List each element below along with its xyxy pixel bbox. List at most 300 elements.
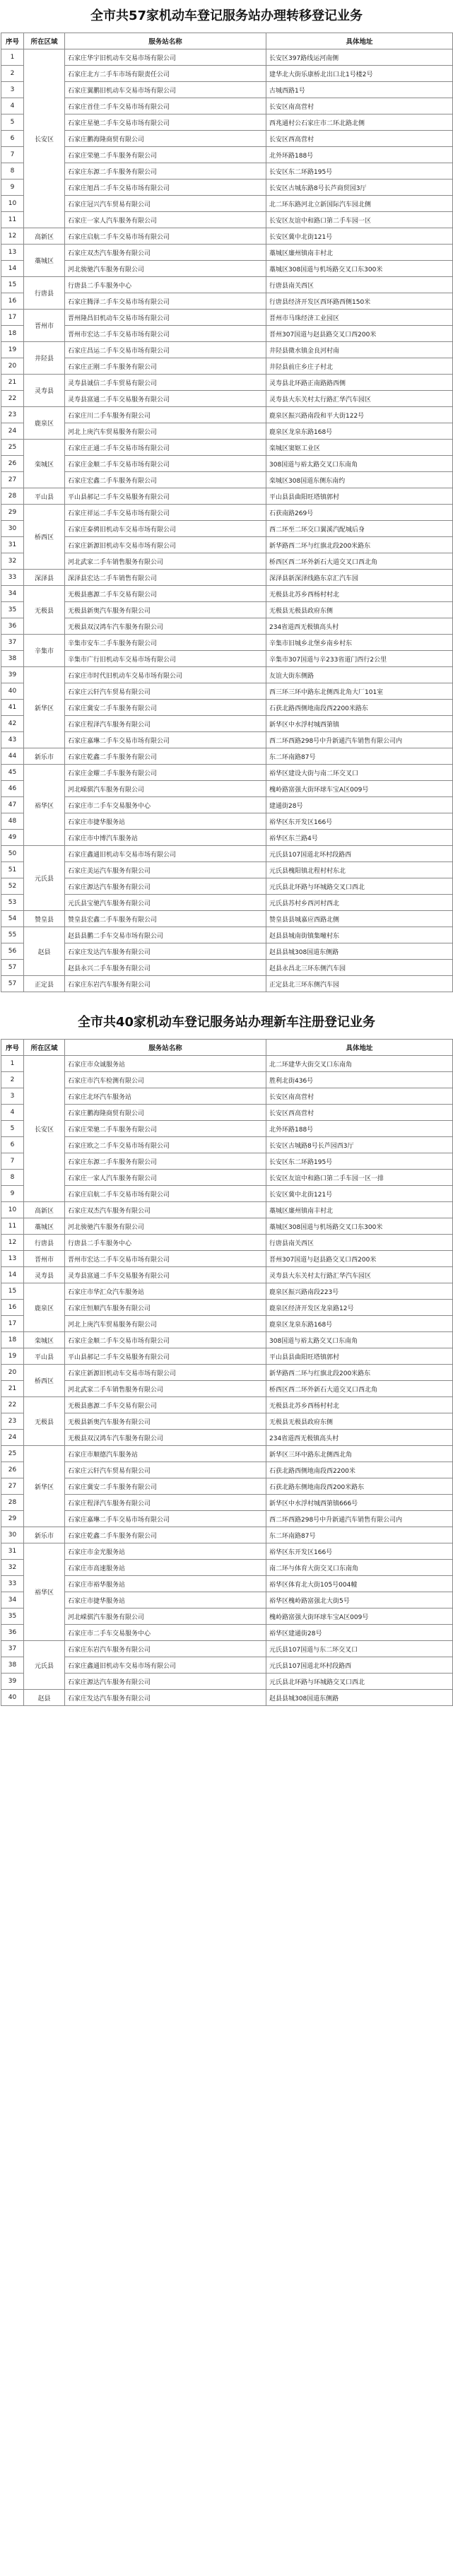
table-body	[1, 1056, 453, 1706]
row-number: 12	[1, 228, 24, 245]
table-row	[1, 1560, 453, 1576]
station-name-cell: 石家庄云轩汽车贸易有限公司	[65, 683, 266, 700]
district-cell: 高新区	[24, 1202, 65, 1218]
table-row	[1, 618, 453, 635]
station-name-cell: 石家庄鹏海隆商贸有限公司	[65, 131, 266, 147]
station-name-cell: 石家庄市二手车交易服务中心	[65, 797, 266, 813]
transfer-registration-table	[1, 33, 453, 992]
district-cell: 无极县	[24, 586, 65, 635]
station-name-cell: 石家庄一家人汽车服务有限公司	[65, 212, 266, 228]
station-name-cell: 石家庄市时代旧机动车交易市场有限公司	[65, 667, 266, 683]
district-cell: 新乐市	[24, 1527, 65, 1543]
table-row	[1, 1365, 453, 1381]
station-name-cell: 河北嵘骐汽车服务有限公司	[65, 1608, 266, 1625]
address-cell: 赵县县城南街镇集疃村东	[266, 927, 453, 943]
station-name-cell: 平山县郝记二手车交易服务有限公司	[65, 1348, 266, 1365]
row-number: 48	[1, 813, 24, 830]
district-cell: 藁城区	[24, 245, 65, 277]
address-cell: 长安区冀中北街121号	[266, 1186, 453, 1202]
district-cell: 灵寿县	[24, 375, 65, 407]
address-cell: 栾城区窦妪工业区	[266, 440, 453, 456]
station-name-cell: 石家庄东岩汽车服务有限公司	[65, 976, 266, 992]
station-name-cell: 石家庄乾鑫二手车服务有限公司	[65, 748, 266, 765]
table-row	[1, 895, 453, 911]
address-cell: 308国道与裕太路交叉口东南角	[266, 1332, 453, 1348]
row-number: 18	[1, 1332, 24, 1348]
address-cell: 建华北大街乐康桥北出口北1号楼2号	[266, 66, 453, 82]
row-number: 17	[1, 1316, 24, 1332]
row-number: 33	[1, 1576, 24, 1592]
row-number: 19	[1, 1348, 24, 1365]
row-number: 52	[1, 878, 24, 895]
station-name-cell: 石家庄源达汽车服务有限公司	[65, 878, 266, 895]
address-cell: 行唐县南关西区	[266, 1235, 453, 1251]
station-name-cell: 石家庄祥运二手车交易市场有限公司	[65, 505, 266, 521]
table-row	[1, 1592, 453, 1608]
station-name-cell: 石家庄嘉琳二手车交易市场有限公司	[65, 1511, 266, 1527]
station-name-cell: 石家庄新源旧机动车交易市场有限公司	[65, 1365, 266, 1381]
address-cell: 晋州307国道与赵县路交叉口西200米	[266, 326, 453, 342]
table-row	[1, 66, 453, 82]
address-cell: 裕华区槐岭路富强北大街5号	[266, 1592, 453, 1608]
row-number: 30	[1, 1527, 24, 1543]
address-cell: 长安区东二环路195号	[266, 163, 453, 180]
row-number: 28	[1, 488, 24, 505]
address-cell: 元氏县苏村乡西河村西北	[266, 895, 453, 911]
table-row	[1, 1381, 453, 1397]
table-row	[1, 1267, 453, 1283]
row-number: 6	[1, 131, 24, 147]
address-cell: 无极县无极县政府东侧	[266, 1413, 453, 1430]
row-number: 21	[1, 375, 24, 391]
row-number: 5	[1, 114, 24, 131]
station-name-cell: 石家庄程泽汽车服务有限公司	[65, 716, 266, 732]
row-number: 55	[1, 927, 24, 943]
district-cell: 赵县	[24, 1690, 65, 1706]
address-cell: 长安区西高营村	[266, 131, 453, 147]
address-cell: 西二环至二环交口翼溪汽配城后身	[266, 521, 453, 537]
address-cell: 无极县北苏乡西杨村村北	[266, 1397, 453, 1413]
row-number: 26	[1, 456, 24, 472]
row-number: 30	[1, 521, 24, 537]
row-number: 29	[1, 1511, 24, 1527]
address-cell: 长安区南高营村	[266, 98, 453, 114]
table-row	[1, 1348, 453, 1365]
row-number: 2	[1, 1072, 24, 1088]
district-cell: 新乐市	[24, 748, 65, 765]
row-number: 32	[1, 1560, 24, 1576]
address-cell: 槐岭路富强大街环球车宝A区009号	[266, 1608, 453, 1625]
table-row	[1, 1543, 453, 1560]
header-name: 服务站名称	[65, 33, 266, 49]
table-row	[1, 765, 453, 781]
station-name-cell: 河北上庚汽车贸易服务有限公司	[65, 423, 266, 440]
address-cell: 栾城区308国道东侧东南约	[266, 472, 453, 488]
table-row	[1, 1576, 453, 1592]
station-name-cell: 石家庄荣驰二手车服务有限公司	[65, 147, 266, 163]
station-name-cell: 平山县郝记二手车交易服务有限公司	[65, 488, 266, 505]
row-number: 51	[1, 862, 24, 878]
row-number: 1	[1, 1056, 24, 1072]
table-row	[1, 131, 453, 147]
station-name-cell: 石家庄鑫通旧机动车交易市场有限公司	[65, 846, 266, 862]
address-cell: 北二环东路河北立新国际汽车园北侧	[266, 196, 453, 212]
row-number: 40	[1, 1690, 24, 1706]
district-cell: 栾城区	[24, 440, 65, 488]
address-cell: 石获北路东侧地南段西200米路东	[266, 1478, 453, 1495]
row-number: 36	[1, 618, 24, 635]
row-number: 57	[1, 960, 24, 976]
row-number: 14	[1, 261, 24, 277]
address-cell: 长安区友谊中和路口第二手车园一区	[266, 212, 453, 228]
table-row	[1, 553, 453, 570]
station-name-cell: 石家庄东源二手车服务有限公司	[65, 1153, 266, 1170]
address-cell: 北外环路188号	[266, 1121, 453, 1137]
station-name-cell: 无极县惠源二手车交易有限公司	[65, 586, 266, 602]
station-name-cell: 石家庄发达汽车服务有限公司	[65, 1690, 266, 1706]
station-name-cell: 石家庄冀安二手车服务有限公司	[65, 700, 266, 716]
row-number: 7	[1, 1153, 24, 1170]
station-name-cell: 石家庄美运汽车服务有限公司	[65, 862, 266, 878]
address-cell: 桥西区西二环外新石大道交叉口西北角	[266, 553, 453, 570]
district-cell: 栾城区	[24, 1332, 65, 1348]
address-cell: 元氏县107国道与东二环交叉口	[266, 1641, 453, 1657]
address-cell: 友谊大街东侧路	[266, 667, 453, 683]
row-number: 25	[1, 1446, 24, 1462]
address-cell: 长安区古城路8号长芦园西3厅	[266, 1137, 453, 1153]
row-number: 3	[1, 82, 24, 98]
header-no: 序号	[1, 33, 24, 49]
table-row	[1, 943, 453, 960]
row-number: 29	[1, 505, 24, 521]
station-name-cell: 石家庄泰骋旧机动车交易市场有限公司	[65, 521, 266, 537]
address-cell: 鹿泉区龙泉东路168号	[266, 1316, 453, 1332]
table-row	[1, 1316, 453, 1332]
row-number: 22	[1, 1397, 24, 1413]
address-cell: 石获北路西侧地南段西2200米	[266, 1462, 453, 1478]
address-cell: 鹿泉区振兴路南段223号	[266, 1283, 453, 1300]
table-row	[1, 1397, 453, 1413]
address-cell: 深泽县新深泽线路东京汇汽车园	[266, 570, 453, 586]
address-cell: 新华区中水浮村城西第镇666号	[266, 1495, 453, 1511]
table-row	[1, 114, 453, 131]
district-cell: 鹿泉区	[24, 407, 65, 440]
station-name-cell: 石家庄恒顺汽车服务有限公司	[65, 1300, 266, 1316]
district-cell: 新华区	[24, 1446, 65, 1527]
table-row	[1, 1137, 453, 1153]
station-name-cell: 石家庄市众诚服务站	[65, 1056, 266, 1072]
station-name-cell: 灵寿县富通二手车交易服务有限公司	[65, 391, 266, 407]
row-number: 41	[1, 700, 24, 716]
address-cell: 正定县北三环东侧汽车园	[266, 976, 453, 992]
table-row	[1, 245, 453, 261]
district-cell: 赞皇县	[24, 911, 65, 927]
table-row	[1, 440, 453, 456]
district-cell: 晋州市	[24, 310, 65, 342]
row-number: 3	[1, 1088, 24, 1105]
address-cell: 裕华区东兰路4号	[266, 830, 453, 846]
station-name-cell: 灵寿县诚信二手车贸易有限公司	[65, 375, 266, 391]
address-cell: 长安区古城东路8号长芦商贸园3厅	[266, 180, 453, 196]
row-number: 8	[1, 163, 24, 180]
station-name-cell: 河北武家二手车销售服务有限公司	[65, 553, 266, 570]
table-row	[1, 830, 453, 846]
section-gap	[0, 992, 453, 1006]
row-number: 12	[1, 1235, 24, 1251]
table-row	[1, 586, 453, 602]
district-cell: 高新区	[24, 228, 65, 245]
table-row	[1, 212, 453, 228]
district-cell: 藁城区	[24, 1218, 65, 1235]
district-cell: 元氏县	[24, 846, 65, 911]
address-cell: 石获南路269号	[266, 505, 453, 521]
table-row	[1, 732, 453, 748]
address-cell: 无极县北苏乡西杨村村北	[266, 586, 453, 602]
table-row	[1, 1527, 453, 1543]
row-number: 28	[1, 1495, 24, 1511]
row-number: 4	[1, 98, 24, 114]
table-row	[1, 1413, 453, 1430]
district-cell: 平山县	[24, 488, 65, 505]
row-number: 34	[1, 586, 24, 602]
address-cell: 长安区友谊中和路口第二手车园一区一排	[266, 1170, 453, 1186]
row-number: 14	[1, 1267, 24, 1283]
row-number: 32	[1, 553, 24, 570]
station-name-cell: 石家庄新源旧机动车交易市场有限公司	[65, 537, 266, 553]
address-cell: 元氏县107国道北环村段路西	[266, 1657, 453, 1674]
station-name-cell: 石家庄星驰二手车交易市场有限公司	[65, 114, 266, 131]
address-cell: 藁城区廉州镇南丰村北	[266, 1202, 453, 1218]
table-row	[1, 635, 453, 651]
table-row	[1, 781, 453, 797]
station-name-cell: 石家庄鑫通旧机动车交易市场有限公司	[65, 1657, 266, 1674]
address-cell: 东二环南路87号	[266, 748, 453, 765]
address-cell: 井陉县微水镇金良河村南	[266, 342, 453, 358]
row-number: 4	[1, 1105, 24, 1121]
row-number: 25	[1, 440, 24, 456]
row-number: 33	[1, 570, 24, 586]
table-row	[1, 1657, 453, 1674]
header-address: 具体地址	[266, 33, 453, 49]
station-name-cell: 赵县永兴二手车服务有限公司	[65, 960, 266, 976]
row-number: 34	[1, 1592, 24, 1608]
station-name-cell: 石家庄市捷华服务站	[65, 813, 266, 830]
table-row	[1, 1430, 453, 1446]
row-number: 22	[1, 391, 24, 407]
row-number: 13	[1, 245, 24, 261]
station-name-cell: 河北嵘骐汽车服务有限公司	[65, 781, 266, 797]
row-number: 1	[1, 49, 24, 66]
row-number: 24	[1, 423, 24, 440]
row-number: 37	[1, 635, 24, 651]
table-row	[1, 1625, 453, 1641]
address-cell: 308国道与裕太路交叉口东南角	[266, 456, 453, 472]
table-row	[1, 228, 453, 245]
address-cell: 赞皇县县城嘉应西路北侧	[266, 911, 453, 927]
table-row	[1, 196, 453, 212]
district-cell: 行唐县	[24, 277, 65, 310]
table-row	[1, 375, 453, 391]
table-row	[1, 310, 453, 326]
row-number: 46	[1, 781, 24, 797]
station-name-cell: 石家庄宏鑫二手车服务有限公司	[65, 472, 266, 488]
address-cell: 南二环与体育大街交叉口东南角	[266, 1560, 453, 1576]
station-name-cell: 石家庄冀安二手车服务有限公司	[65, 1478, 266, 1495]
district-cell: 裕华区	[24, 765, 65, 846]
row-number: 13	[1, 1251, 24, 1267]
address-cell: 新华路西二环与红旗北段200米路东	[266, 537, 453, 553]
district-cell: 裕华区	[24, 1543, 65, 1641]
row-number: 54	[1, 911, 24, 927]
address-cell: 藁城区廉州镇南丰村北	[266, 245, 453, 261]
station-name-cell: 石家庄东源二手车服务有限公司	[65, 163, 266, 180]
table-row	[1, 1121, 453, 1137]
section-title: 全市共57家机动车登记服务站办理转移登记业务	[90, 8, 363, 23]
table-row	[1, 1056, 453, 1072]
row-number: 11	[1, 212, 24, 228]
station-name-cell: 河北上庚汽车贸易服务有限公司	[65, 1316, 266, 1332]
station-name-cell: 石家庄市金光服务站	[65, 1543, 266, 1560]
row-number: 57	[1, 976, 24, 992]
address-cell: 石获北路西侧地南段西2200米路东	[266, 700, 453, 716]
table-row	[1, 180, 453, 196]
address-cell: 胜利北街436号	[266, 1072, 453, 1088]
address-cell: 槐岭路富强大街环球车宝A区009号	[266, 781, 453, 797]
table-row	[1, 1641, 453, 1657]
table-row	[1, 1218, 453, 1235]
row-number: 49	[1, 830, 24, 846]
table-row	[1, 505, 453, 521]
station-name-cell: 无极县双汉鸿车汽车服务有限公司	[65, 1430, 266, 1446]
table-row	[1, 1170, 453, 1186]
district-cell: 桥西区	[24, 505, 65, 570]
station-name-cell: 石家庄嘉琳二手车交易市场有限公司	[65, 732, 266, 748]
station-name-cell: 无极县新奥汽车服务有限公司	[65, 602, 266, 618]
table-row	[1, 700, 453, 716]
row-number: 17	[1, 310, 24, 326]
station-name-cell: 灵寿县富通二手车交易服务有限公司	[65, 1267, 266, 1283]
address-cell: 长安区西高营村	[266, 1105, 453, 1121]
district-cell: 长安区	[24, 49, 65, 228]
row-number: 2	[1, 66, 24, 82]
station-name-cell: 行唐县二手车服务中心	[65, 277, 266, 293]
table-row	[1, 1446, 453, 1462]
table-row	[1, 293, 453, 310]
station-name-cell: 石家庄市裕华服务站	[65, 1576, 266, 1592]
station-name-cell: 晋州市宏达二手车交易市场有限公司	[65, 326, 266, 342]
district-cell: 长安区	[24, 1056, 65, 1202]
address-cell: 灵寿县大东关村太行路汇华汽车园区	[266, 1267, 453, 1283]
station-name-cell: 石家庄市捷华服务站	[65, 1592, 266, 1608]
station-name-cell: 石家庄启航二手车交易市场有限公司	[65, 228, 266, 245]
row-number: 6	[1, 1137, 24, 1153]
transfer-registration-section	[0, 0, 453, 992]
address-cell: 长安区东二环路195号	[266, 1153, 453, 1170]
district-cell: 正定县	[24, 976, 65, 992]
row-number: 10	[1, 196, 24, 212]
row-number: 31	[1, 1543, 24, 1560]
table-row	[1, 391, 453, 407]
row-number: 5	[1, 1121, 24, 1137]
address-cell: 元氏县槐阳镇北程村村东北	[266, 862, 453, 878]
table-row	[1, 277, 453, 293]
row-number: 40	[1, 683, 24, 700]
row-number: 23	[1, 407, 24, 423]
address-cell: 长安区南高营村	[266, 1088, 453, 1105]
table-row	[1, 1235, 453, 1251]
address-cell: 藁城区308国道与机场路交叉口东300米	[266, 1218, 453, 1235]
address-cell: 藁城区308国道与机场路交叉口东300米	[266, 261, 453, 277]
station-name-cell: 石家庄金耀二手车服务有限公司	[65, 765, 266, 781]
table-row	[1, 537, 453, 553]
district-cell: 平山县	[24, 1348, 65, 1365]
district-cell: 鹿泉区	[24, 1283, 65, 1332]
station-name-cell: 石家庄北环汽车服务站	[65, 1088, 266, 1105]
table-row	[1, 911, 453, 927]
address-cell: 古城西路1号	[266, 82, 453, 98]
row-number: 16	[1, 293, 24, 310]
station-name-cell: 石家庄金顺二手车交易市场有限公司	[65, 456, 266, 472]
address-cell: 裕华区体育北大街105号004幢	[266, 1576, 453, 1592]
address-cell: 平山县县曲阳旺塔镇郭村	[266, 1348, 453, 1365]
station-name-cell: 石家庄首佳二手车交易市场有限公司	[65, 98, 266, 114]
table-row	[1, 797, 453, 813]
address-cell: 鹿泉区龙泉东路168号	[266, 423, 453, 440]
table-row	[1, 456, 453, 472]
station-name-cell: 石家庄北方二手车市场有限责任公司	[65, 66, 266, 82]
table-row	[1, 748, 453, 765]
station-name-cell: 石家庄双杰汽车服务有限公司	[65, 1202, 266, 1218]
row-number: 47	[1, 797, 24, 813]
row-number: 11	[1, 1218, 24, 1235]
district-cell: 新华区	[24, 667, 65, 748]
address-cell: 行唐县南关西区	[266, 277, 453, 293]
table-row	[1, 846, 453, 862]
district-cell: 井陉县	[24, 342, 65, 375]
row-number: 27	[1, 472, 24, 488]
table-row	[1, 521, 453, 537]
district-cell: 桥西区	[24, 1365, 65, 1397]
row-number: 31	[1, 537, 24, 553]
station-name-cell: 元氏县宝驰汽车服务有限公司	[65, 895, 266, 911]
table-row	[1, 1608, 453, 1625]
station-name-cell: 河北骏驰汽车服务有限公司	[65, 261, 266, 277]
district-cell: 元氏县	[24, 1641, 65, 1690]
address-cell: 无极县无极县政府东侧	[266, 602, 453, 618]
station-name-cell: 石家庄东岩汽车服务有限公司	[65, 1641, 266, 1657]
address-cell: 鹿泉区经济开发区龙泉路12号	[266, 1300, 453, 1316]
row-number: 36	[1, 1625, 24, 1641]
station-name-cell: 晋州隆昌旧机动车交易市场有限公司	[65, 310, 266, 326]
station-name-cell: 无极县惠源二手车交易有限公司	[65, 1397, 266, 1413]
row-number: 39	[1, 1674, 24, 1690]
row-number: 50	[1, 846, 24, 862]
address-cell: 灵寿县大东关村太行路汇华汽车园区	[266, 391, 453, 407]
station-name-cell: 石家庄一家人汽车服务有限公司	[65, 1170, 266, 1186]
district-cell: 无极县	[24, 1397, 65, 1446]
district-cell: 深泽县	[24, 570, 65, 586]
address-cell: 赵县县城308国道东侧路	[266, 943, 453, 960]
row-number: 37	[1, 1641, 24, 1657]
district-cell: 晋州市	[24, 1251, 65, 1267]
row-number: 38	[1, 651, 24, 667]
address-cell: 晋州307国道与赵县路交叉口西200米	[266, 1251, 453, 1267]
row-number: 38	[1, 1657, 24, 1674]
table-row	[1, 1332, 453, 1348]
table-row	[1, 1251, 453, 1267]
station-name-cell: 石家庄云轩汽车贸易有限公司	[65, 1462, 266, 1478]
address-cell: 东二环南路87号	[266, 1527, 453, 1543]
